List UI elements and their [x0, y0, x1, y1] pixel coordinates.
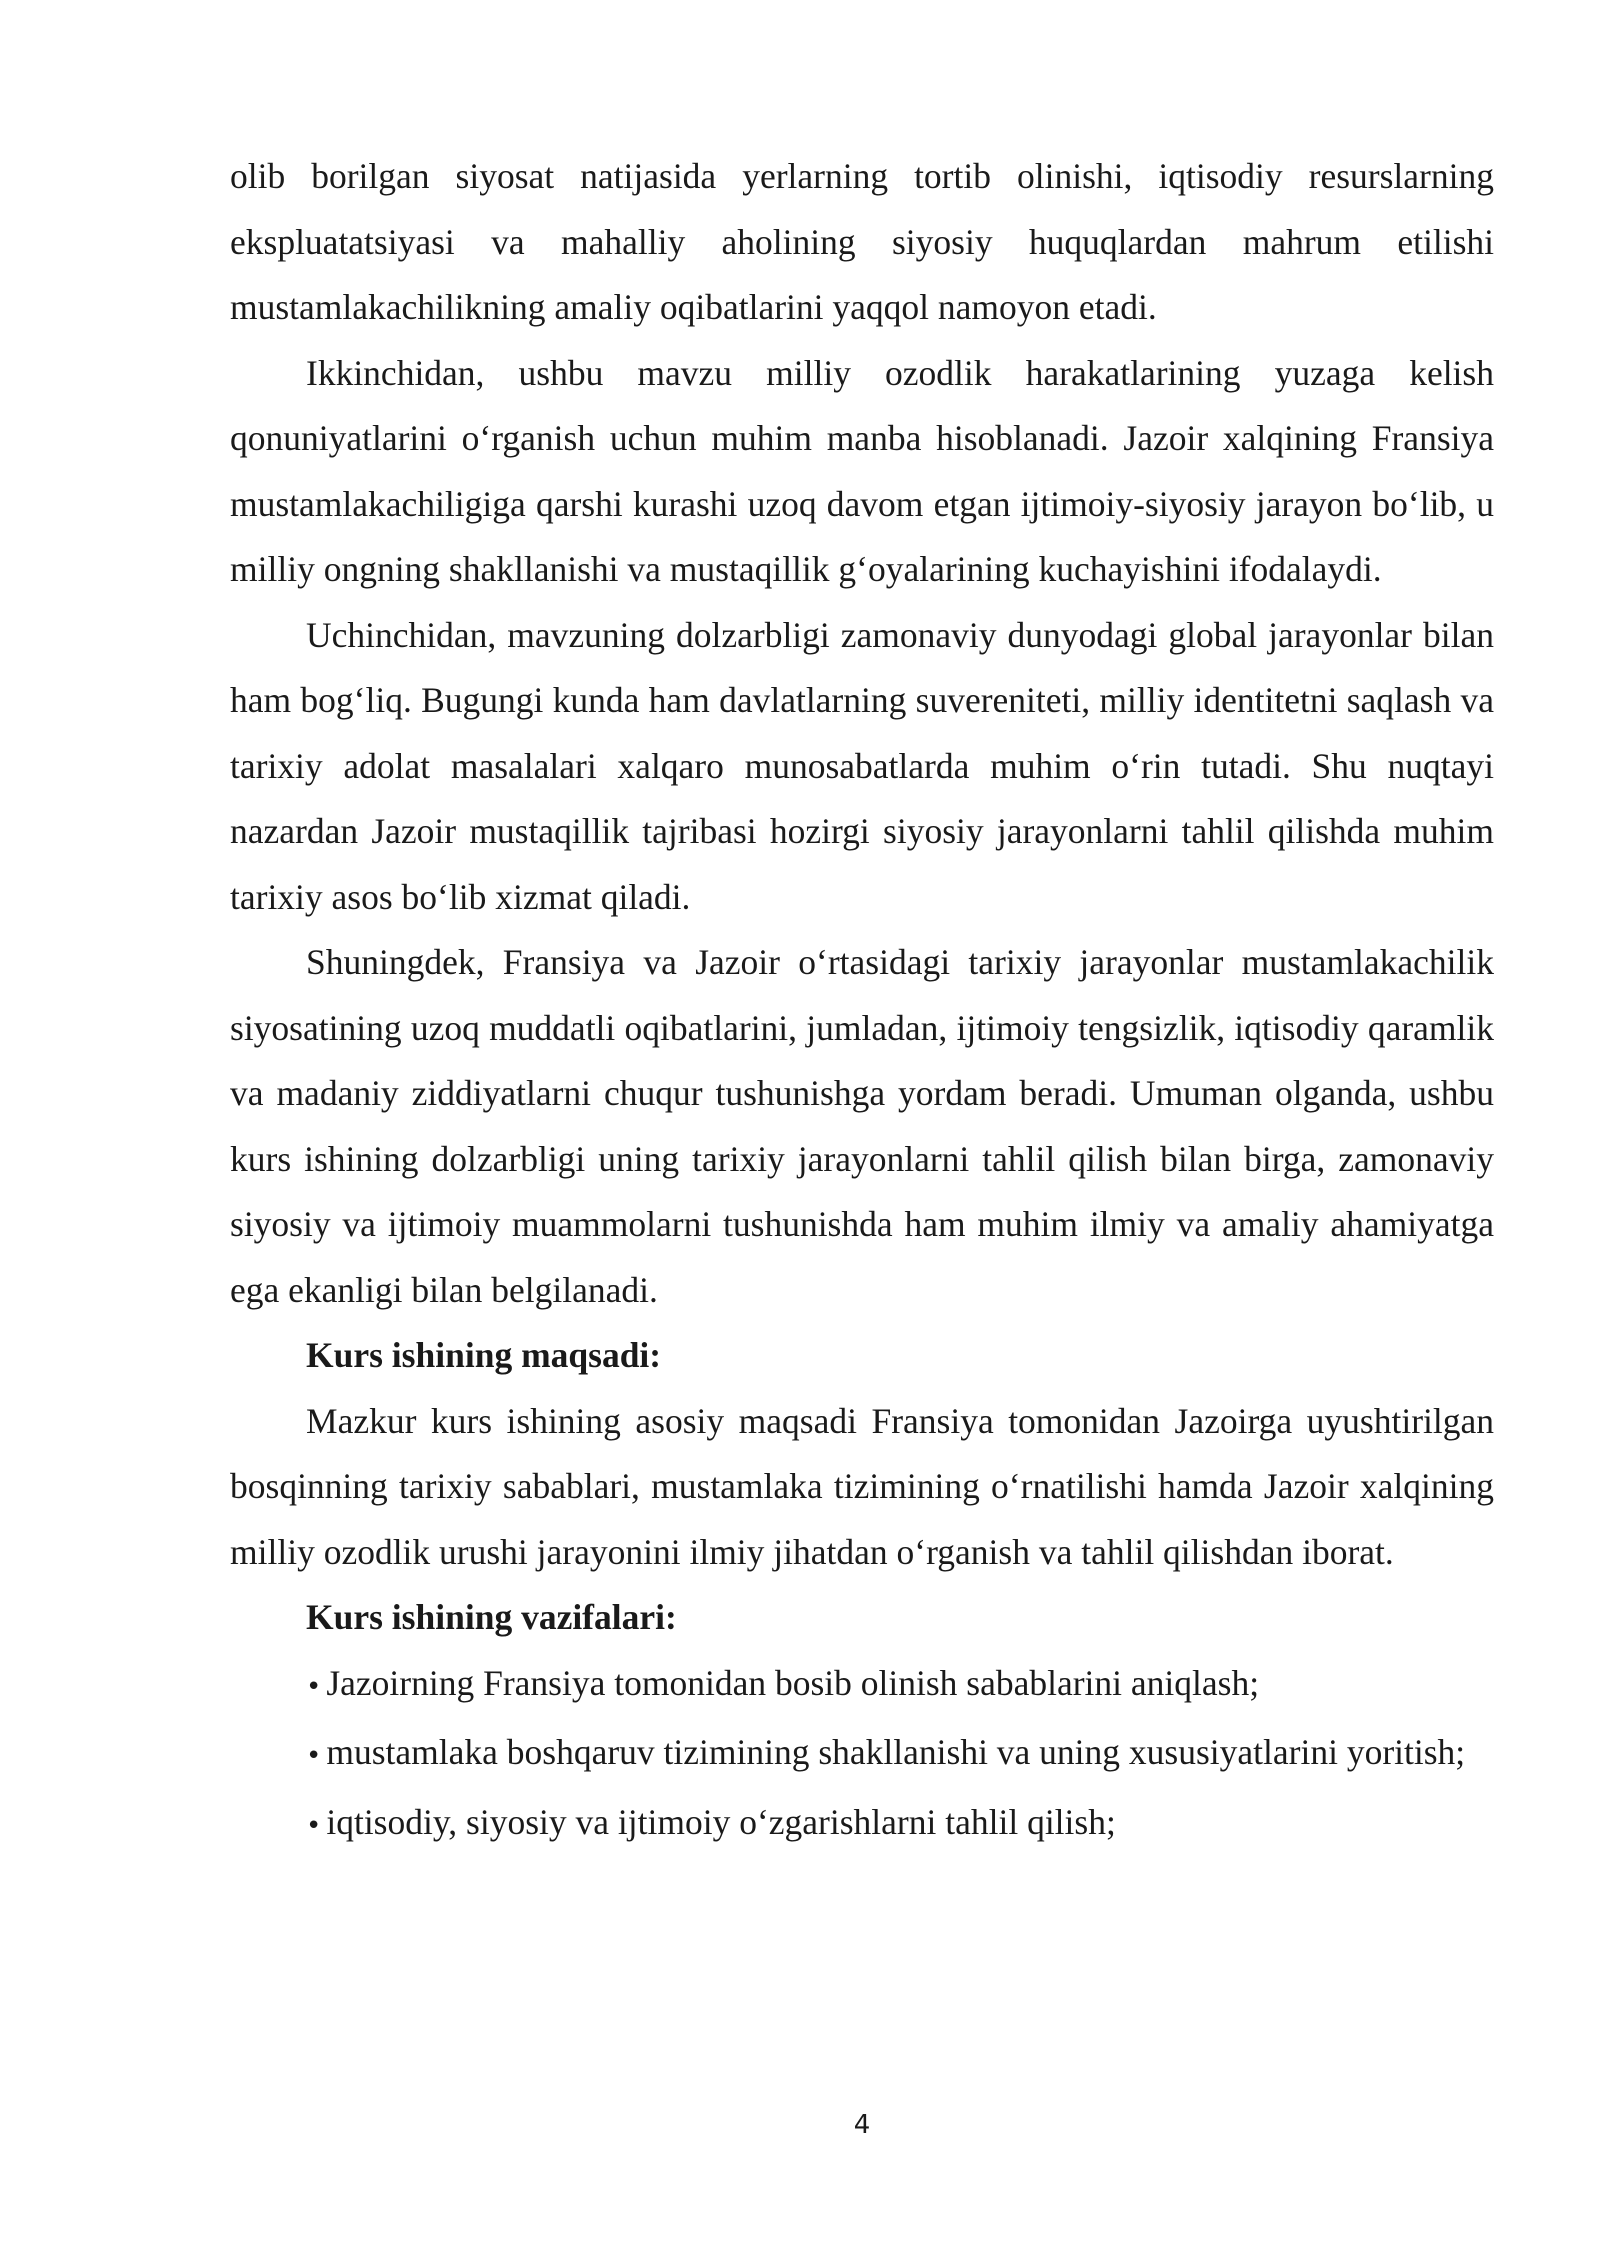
paragraph-conclusion: Shuningdek, Fransiya va Jazoir oʻrtasidagi tarixiy jarayonlar mustamlakachilik siyosatining uzoq muddatli oqibatlarini, jumladan, ijtimoiy tengsizlik, iqtisodiy qaramlik va madaniy ziddiyatlarni chuqur tushunishga yordam beradi. Umuman olganda, ushbu kurs ishining dolzarbligi uning tarixiy jarayonlarni tahlil qilish bilan birga, zamonaviy siyosiy va ijtimoiy muammolarni tushunishda ham muhim ilmiy va amaliy ahamiyatga ega ekanligi bilan belgilanadi.	[230, 942, 1494, 1310]
bullet-icon: •	[306, 1810, 322, 1841]
task-item	[230, 1720, 1494, 1790]
goal-heading: Kurs ishining maqsadi:	[306, 1335, 662, 1375]
task-item	[230, 1790, 1494, 1860]
page-number: 4	[853, 2110, 871, 2140]
task-item-text: Jazoirning Fransiya tomonidan bosib olinish sabablarini aniqlash;	[326, 1662, 1260, 1703]
document-page	[230, 144, 1494, 1859]
task-item-text: iqtisodiy, siyosiy va ijtimoiy oʻzgarishlarni tahlil qilish;	[326, 1801, 1116, 1842]
paragraph-third-reason: Uchinchidan, mavzuning dolzarbligi zamonaviy dunyodagi global jarayonlar bilan ham bogʻliq. Bugungi kunda ham davlatlarning suvereniteti, milliy identitetni saqlash va tarixiy adolat masalalari xalqaro munosabatlarda muhim oʻrin tutadi. Shu nuqtayi nazardan Jazoir mustaqillik tajribasi hozirgi siyosiy jarayonlarni tahlil qilishda muhim tarixiy asos boʻlib xizmat qiladi.	[230, 614, 1494, 917]
paragraph-second-reason: Ikkinchidan, ushbu mavzu milliy ozodlik harakatlarining yuzaga kelish qonuniyatlarini oʻrganish uchun muhim manba hisoblanadi. Jazoir xalqining Fransiya mustamlakachiligiga qarshi kurashi uzoq davom etgan ijtimoiy-siyosiy jarayon boʻlib, u milliy ongning shakllanishi va mustaqillik gʻoyalarining kuchayishini ifodalaydi.	[230, 352, 1494, 589]
tasks-heading: Kurs ishining vazifalari:	[306, 1597, 677, 1637]
task-item-text: mustamlaka boshqaruv tizimining shakllanishi va uning xususiyatlarini yoritish;	[326, 1732, 1466, 1772]
bullet-icon: •	[306, 1671, 322, 1702]
task-item	[230, 1651, 1494, 1721]
paragraph-continuation: olib borilgan siyosat natijasida yerlarning tortib olinishi, iqtisodiy resurslarning ekspluatatsiyasi va mahalliy aholining siyosiy huquqlardan mahrum etilishi mustamlakachilikning amaliy oqibatlarini yaqqol namoyon etadi.	[230, 156, 1494, 327]
goal-text: Mazkur kurs ishining asosiy maqsadi Fransiya tomonidan Jazoirga uyushtirilgan bosqinning tarixiy sabablari, mustamlaka tizimining oʻrnatilishi hamda Jazoir xalqining milliy ozodlik urushi jarayonini ilmiy jihatdan oʻrganish va tahlil qilishdan iborat.	[230, 1400, 1494, 1572]
bullet-icon: •	[306, 1741, 322, 1771]
